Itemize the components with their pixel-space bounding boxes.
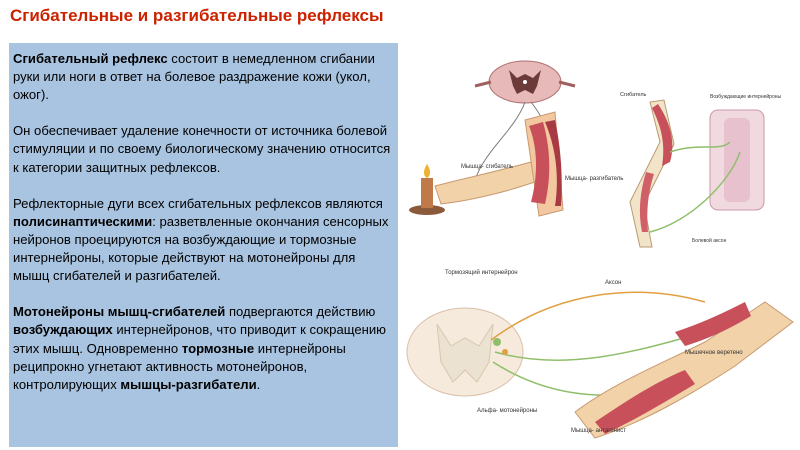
- paragraph-text: интернейроны реципрокно угнетают активность мотонейронов, контролирующих: [13, 340, 346, 392]
- svg-text:Мышца- сгибатель: [461, 164, 513, 170]
- label-flexor-line1: Мышца- сгибатель: [461, 164, 514, 170]
- leg-reflex-illustration: [600, 82, 795, 252]
- spinal-cord-section: [475, 61, 575, 103]
- term-flexor-motoneurons: Мотонейроны мышц-сгибателей: [13, 304, 226, 320]
- label-pain-axon: Болевой аксон: [692, 238, 727, 244]
- label-inhibitory-interneuron: Тормозящий интернейрон: [445, 270, 518, 276]
- paragraph-text: : разветвленные окончания сенсорных нейронов проецируются на возбуждающие и тормозные интернейроны, которые действуют на мотонейроны для мышц сгибателей и разгибателей.: [13, 213, 389, 284]
- flexion-reflex-arm-illustration: [405, 60, 624, 230]
- label-flexor-leg: Сгибатель: [620, 92, 647, 98]
- leg-bones: [630, 100, 674, 247]
- term-excitatory: возбуждающих: [13, 322, 113, 338]
- arm-large: [575, 302, 793, 438]
- paragraph-flexion-reflex: [13, 50, 394, 104]
- term-flexion-reflex: Сгибательный рефлекс: [13, 51, 168, 66]
- paragraph-text: Рефлекторные дуги всех сгибательных рефлексов являются: [13, 195, 383, 211]
- reciprocal-inhibition-illustration: [405, 262, 797, 448]
- paragraph-text: интернейронов, что приводит к сокращению этих мышц. Одновременно: [13, 322, 386, 356]
- text-panel: [9, 43, 398, 447]
- label-axon: Аксон: [605, 280, 622, 286]
- paragraph-text: .: [256, 376, 261, 392]
- paragraph-text: подвергаются действию: [225, 304, 376, 320]
- paragraph-motoneurons: [13, 303, 394, 393]
- paragraph-text: состоит в немедленном сгибании руки или ноги в ответ на болевое раздражение кожи (укол, ожог).: [13, 51, 375, 103]
- term-inhibitory: тормозные: [181, 340, 255, 356]
- label-excitatory-interneurons: Возбуждающие интернейроны: [710, 94, 782, 100]
- term-polysynaptic: полисинаптическими: [13, 213, 153, 229]
- paragraph-protective: Он обеспечивает удаление конечности от источника болевой стимуляции и по своему биологическому значению относится к категории защитных рефлексов.: [13, 123, 391, 175]
- label-antagonist-muscle: Мышца- антагонист: [571, 428, 627, 434]
- label-extensor: Мышца- разгибатель: [565, 176, 624, 182]
- paragraph-polysynaptic: [13, 195, 394, 285]
- label-alpha-motoneurons: Альфа- мотонейроны: [477, 408, 538, 414]
- label-muscle-spindle: Мышечное веретено: [685, 350, 743, 356]
- term-extensor-muscles: мышцы-разгибатели: [120, 376, 257, 392]
- slide-title: Сгибательные и разгибательные рефлексы: [10, 6, 384, 25]
